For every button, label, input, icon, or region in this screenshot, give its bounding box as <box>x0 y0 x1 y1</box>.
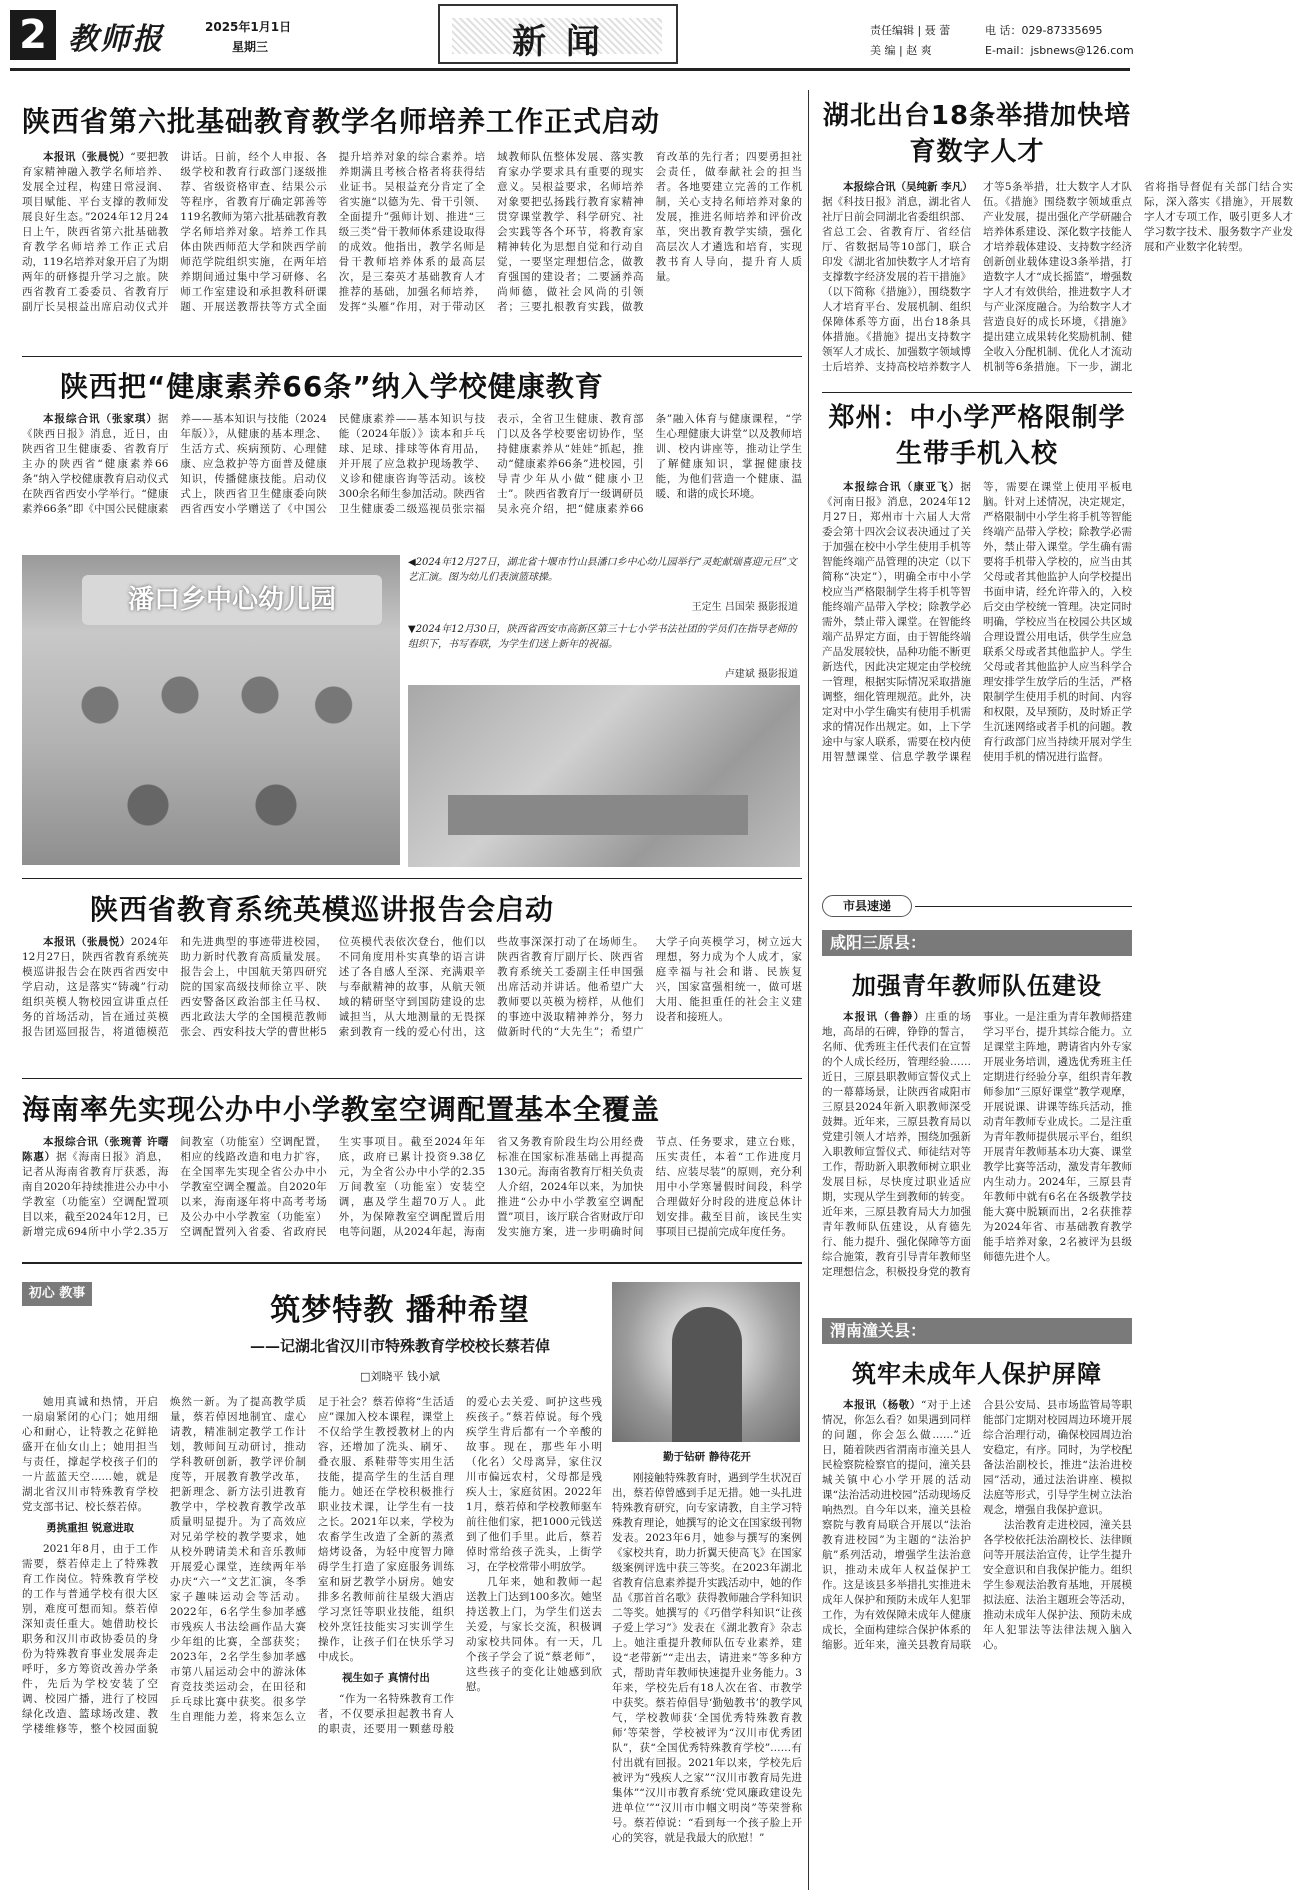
rule-a4 <box>22 1262 802 1264</box>
article-a3-body <box>22 935 802 1070</box>
section-title: 新 闻 <box>512 22 604 62</box>
headline-a1: 陕西省第六批基础教育教学名师培养工作正式启动 <box>22 105 661 138</box>
rule-right1 <box>822 392 1132 393</box>
article-a4-body <box>22 1135 802 1257</box>
county-title-1: 加强青年教师队伍建设 <box>852 972 1102 1000</box>
county-body-2 <box>822 1398 1132 1888</box>
phone-info: 电 话：029-87335695 <box>985 24 1103 37</box>
county-place-1: 咸阳三原县： <box>822 930 1132 956</box>
caption-left-photo: ◀2024年12月27日，湖北省十堰市竹山县潘口乡中心幼儿园举行“灵蛇献瑞喜迎元旦”文艺汇演。图为幼儿们表演篮球操。 <box>408 557 797 583</box>
column-divider <box>808 90 809 1890</box>
byline-right2: 本报综合讯（康亚飞） <box>843 481 961 493</box>
page-number: 2 <box>10 10 56 60</box>
issue-date: 2025年1月1日 <box>205 20 292 34</box>
masthead-rule <box>10 68 1130 71</box>
photo-banner: 潘口乡中心幼儿园 <box>82 575 382 625</box>
article-a1-text: “要把教育家精神融入教学名师培养、发展全过程，构建日常浸润、项目赋能、平台支撑的教师发展良好生态。”2024年12月24日上午，陕西省第六批基础教育教学名师培养工作正式启动，119名培养对象开启了为期两年的研修提升学习之旅。陕西省教育工委委员、省教育厅副厅长吴根益出席启动仪式并讲话。日前，经个人申报、各级学校和教育行政部门逐级推荐、省级资格审查、结果公示等程序，省教育厅确定郭善等119名教师为第六批基础教育教学名师培养对象。培养工作具体由陕西师范大学和陕西学前师范学院组织实施，在两年培养期间通过集中学习研修、名师工作室建设和承担教科研课题、开展送教帮扶等方式全面提升培养对象的综合素养。培养期满且考核合格者将获得结业证书。吴根益充分肯定了全省实施“以德为先、骨干引领、全面提升”强师计划、推进“三级三类”骨干教师体系建设取得的成效。他指出，教学名师是骨干教师培养体系的最高层次，是三秦英才基础教育人才推荐的基础，加强名师培养，发挥“头雁”作用，对于带动区域教师队伍整体发展、落实教育家办学要求具有重要的现实意义。吴根益要求，名师培养对象要把弘扬践行教育家精神贯穿课堂教学、科学研究、社会实践等各个环节，将教育家精神转化为思想自觉和行动自觉，一要坚定理想信念，做教育强国的建设者；二要涵养高尚师德，做社会风尚的引领者；三要扎根教育实践，做教育改革的先行者；四要勇担社会责任，做奉献社会的担当者。各地要建立完善的工作机制，关心支持名师培养对象的发展，推进名师培养和评价改革，突出教育教学实绩，强化高层次人才遴选和培育，实现教书育人导向，提升育人质量。 <box>22 151 802 313</box>
county-label: 市县速递 <box>822 895 912 917</box>
byline-a3: 本报讯（张晨悦） <box>43 936 131 948</box>
paper-logo: 教师报 <box>68 22 164 57</box>
feature-heading-1: 勇挑重担 锐意进取 <box>46 1522 134 1534</box>
article-right2-text: 据《河南日报》消息，2024年12月27日，郑州市十六届人大常委会第十四次会议表决通过了关于加强在校中小学生使用手机等智能终端产品管理的决定（以下简称“决定”），明确全市中小学校应当严格限制学生将手机等智能终端产品带入学校；除教学必需外，禁止带入课堂。在智能终端产品界定方面，由于智能终端产品发展较快，品种功能不断更新迭代，因此决定规定由学校统一管理，根据实际情况采取措施调整，细化管理规范。此外，决定对中小学生确实有使用手机需求的情况作出规定。如，上下学途中与家人联系，需要在校内使用智慧课堂、信息学教学课程等，需要在课堂上使用平板电脑。针对上述情况，决定规定，严格限制中小学生将手机等智能终端产品带入学校；除教学必需外，禁止带入课堂。学生确有需要将手机带入学校的，应当由其父母或者其他监护人向学校提出书面申请，经允许带入的，入校后交由学校统一管理。决定同时明确，学校应当在校园公共区域合理设置公用电话，供学生应急联系父母或者其他监护人。学生父母或者其他监护人应当科学合理安排学生放学后的生活，严格限制学生使用手机的时间、内容和权限，及早预防，及时矫正学生沉迷网络或者手机的问题。教育行政部门应当持续开展对学生使用手机的情况进行监督。 <box>822 481 1132 763</box>
feature-body-col1 <box>22 1395 602 1890</box>
byline-a1: 本报讯（张晨悦） <box>43 151 131 163</box>
column-tag: 初心 教事 <box>22 1282 92 1306</box>
feature-authors: □刘晓平 钱小斌 <box>360 1370 440 1383</box>
county-text-2b: 法治教育走进校园，潼关县各学校依托法治副校长、法律顾问等开展法治宣传，让学生提升安全意识和自我保护能力。组织学生参观法治教育基地，开展模拟法庭、法治主题班会等活动，推动未成年人保护法、预防未成年人犯罪法等法律法规入脑入心。 <box>983 1519 1132 1651</box>
byline-a4: 本报综合讯（张琬菁 许曙陈惠） <box>22 1136 169 1163</box>
feature-section-2: “作为一名特殊教育工作者，不仅要承担起教书育人的职责，还要用一颗慈母般的爱心去关爱、呵护这些残疾孩子。”蔡若倬说。每个残疾学生背后都有一个辛酸的故事。现在，那些年小明（化名）父母离异，家住汉川市偏远农村，父母都是残疾人士，家庭贫困。2022年1月，蔡若倬和学校教师驱车前往他们家，把1000元钱送到了他们手里。此后，蔡若倬时常给孩子洗头，上街学习，在学校常带小明放学。 <box>318 1396 602 1735</box>
credit-left-photo: 王定生 吕国荣 摄影报道 <box>691 602 798 613</box>
credit-right-photo: 卢建斌 摄影报道 <box>724 669 798 680</box>
byline-right1: 本报综合讯（吴纯新 李凡） <box>843 181 973 193</box>
feature-lead: 她用真诚和热情，开启一扇扇紧闭的心门；她用细心和耐心，让特教之花鲜艳盛开在仙女山上；她用担当与责任，撑起学校孩子们的一片蓝蓝天空……她，就是湖北省汉川市特殊教育学校党支部书记、校长蔡若倬。 <box>22 1396 158 1513</box>
county-text-1: 庄重的场地，高昂的石碑，铮铮的誓言，名师、优秀班主任代表们在宣誓的个人成长经历，管理经验……近日，三原县职教师宣誓仪式上的一幕幕场景，让陕西省咸阳市三原县2024年新入职教师深受鼓舞。近年来，三原县教育局以党建引领人才培养，围绕加强新入职教师宣誓仪式、师徒结对等工作，帮助新入职教师树立职业发展目标，尽快度过职业适应期，实现从学生到教师的转变。近年来，三原县教育局大力加强青年教师队伍建设，从育德先行、能力提升、强化保障等方面综合施策，教育引导青年教师坚定理想信念，积极投身党的教育事业。一是注重为青年教师搭建学习平台，提升其综合能力。立足课堂主阵地，聘请省内外专家开展业务培训，遴选优秀班主任定期进行经验分享，组织青年教师参加“三原好课堂”教学观摩，开展说课、讲课等练兵活动，推动青年教师专业成长。二是注重为青年教师提供展示平台，组织开展青年教师基本功大赛、课堂教学比赛等活动，激发青年教师内生动力。2024年，三原县青年教师中就有6名在各级教学技能大赛中脱颖而出，2名获推荐为2024年省、市基础教育教学能手培养对象，2名被评为县级师德先进个人。 <box>822 1011 1132 1278</box>
byline-a2: 本报综合讯（张家琪） <box>43 413 158 425</box>
county-text-2: “对于上述情况，你怎么看？如果遇到同样的问题，你会怎么做……”近日，随着陕西省渭南市潼关县人民检察院检察官的提问，潼关县城关镇中心小学开展的活动课“法治活动进校园”活动现场反响热烈。自今年以来，潼关县检察院与教育局联合开展以“法治教育进校园”为主题的“法治护航”系列活动，增强学生法治意识，推动未成年人权益保护工作。这是该县多举措扎实推进未成年人保护和预防未成年人犯罪工作，为有效保障未成年人健康成长，全面构建综合保护体系的缩影。近年来，潼关县教育局联合县公安局、县市场监管局等职能部门定期对校园周边环境开展综合治理行动，确保校园周边治安稳定，有序。同时，为学校配备法治副校长，推进“法治进校园”活动，通过法治讲座、模拟法庭等形式，引导学生树立法治观念，增强自我保护意识。 <box>822 1399 1132 1651</box>
feature-subtitle: ——记湖北省汉川市特殊教育学校校长蔡若倬 <box>249 1337 550 1355</box>
county-title-2: 筑牢未成年人保护屏障 <box>852 1360 1102 1388</box>
feature-heading-2: 视生如子 真情付出 <box>342 1672 430 1684</box>
feature-section-1: 2021年8月，由于工作需要，蔡若倬走上了特殊教育工作岗位。特殊教育学校的工作与普通学校有很大区别，难度可想而知。蔡若倬深知责任重大。她借助校长职务和汉川市政协委员的身份为特殊教育事业发展奔走呼吁，多方筹资改善办学条件，先后为学校安装了空调、校园广播，进行了校园绿化改造、篮球场改建、教学楼维修等，整个校园面貌焕然一新。为了提高教学质量，蔡若倬因地制宜、虚心请教，精准制定教学工作计划，教师间互动研讨，推动学科教研创新，教学评价制度等，开展教育教学改革，把新理念、新方法引进教育教学中，学校教育教学改革质量明显提升。为了高效应对兄弟学校的教学要求，她从校外聘请美术和音乐教师开展爱心课堂，连续两年举办庆“六一”文艺汇演，冬季家子趣味运动会等活动。2022年，6名学生参加孝感市残疾人书法绘画作品大赛少年组的比赛，全部获奖；2023年，2名学生参加孝感市第八届运动会中的游泳体育竞技类运动会，在田径和乒乓球比赛中获奖。很多学生自理能力差，将来怎么立足于社会？蔡若倬将“生活适应”课加入校本课程，课堂上不仅给学生教授教材上的内容，还增加了洗头、刷牙、叠衣服、系鞋带等实用生活技能，提高学生的生活自理能力。她还在学校积极推行职业技术课，让学生有一技之长。2021年以来，学校为农畜学生改造了全新的蒸煮焙烤设备，为轻中度智力障碍学生打造了家庭服务训练室和厨艺教学小厨房。她安排多名教师前往星级大酒店学习烹饪等职业技能，组织校外烹饪技能实习实训学生操作，让孩子们在快乐学习中成长。 <box>22 1396 454 1735</box>
headline-a3: 陕西省教育系统英模巡讲报告会启动 <box>90 893 555 926</box>
art-info: 美 编 | 赵 爽 <box>870 44 932 57</box>
portrait-figure <box>672 1307 742 1442</box>
article-right2-body <box>822 480 1132 880</box>
photo-children <box>52 645 372 845</box>
feature-body-col2 <box>612 1450 802 1890</box>
county-rule <box>915 906 1132 907</box>
county-body-1 <box>822 1010 1132 1305</box>
headline-right1: 湖北出台18条举措加快培育数字人才 <box>822 101 1132 167</box>
feature-section-3: 刚接触特殊教育时，遇到学生状况百出，蔡若倬曾感到手足无措。她一头扎进特殊教育研究，向专家请教，自主学习特殊教育理论，她撰写的论文在国家级刊物发表。2023年6月，她参与撰写的案例《家校共育，助力折翼天使高飞》在国家级案例评选中获三等奖。在2023年湖北省教育信息素养提升实践活动中，她的作品《那首首名歌》获得教师融合学科知识二等奖。她撰写的《巧借学科知识“让孩子爱上学习”》发表在《湖北教育》杂志上。她注重提升教师队伍专业素养，建设“老带新”“走出去，请进来”等多种方式，帮助青年教师快速提升业务能力。3年来，学校先后有18人次在省、市教学中获奖。蔡若倬倡导‘勤勉教书’的教学风气，学校教师获‘全国优秀特殊教育教师’等荣誉，学校被评为“汉川市优秀团队”，获“全国优秀特殊教育学校”……有付出就有回报。2021年以来，学校先后被评为“残疾人之家”“汉川市教育局先进集体”“汉川市教育系统‘党风廉政建设先进单位’”“汉川市巾帼文明岗”等荣誉称号。蔡若倬说：“看到每一个孩子脸上开心的笑容，就是我最大的欣慰！” <box>612 1472 802 1844</box>
byline-county-2: 本报讯（杨敬） <box>843 1399 922 1411</box>
feature-title: 筑梦特教 播种希望 <box>270 1293 530 1328</box>
rule-photos <box>22 878 802 879</box>
masthead <box>0 0 1140 68</box>
rule-a1 <box>22 356 802 357</box>
article-right1-text: 据《科技日报》消息，湖北省人社厅日前会同湖北省委组织部、省总工会、省教育厅、省经信厅、省数据局等10部门，联合印发《湖北省加快数字人才培育支撑数字经济发展的若干措施》（以下简称《措施》），围绕数字人才培育平台、发展机制、组织保障体系等方面，出台18条具体措施。《措施》提出支持数字领军人才成长、加强数字领域博士后培养、支持高校培养数字人才等5条举措，壮大数字人才队伍。《措施》围绕数字领域重点产业发展，提出强化产学研融合培养体系建设、深化数字技能人才培养载体建设、支持数字经济创新创业载体建设3条举措，打造数字人才“成长摇篮”，增强数字人才有效供给，推进数字人才与产业深度融合。为给数字人才营造良好的成长环境，《措施》提出建立成果转化奖励机制、健全收入分配机制、优化人才流动机制等6条措施。下一步，湖北省将指导督促有关部门结合实际，深入落实《措施》，开展数字人才专项工作，吸引更多人才学习数字技术、服务数字产业发展和产业数字化转型。 <box>822 181 1293 373</box>
photo-scroll <box>448 795 748 835</box>
feature-section-2b: 几年来，她和教师一起送教上门达到100多次。她坚持送教上门，为学生们送去关爱，与家长交流，积极调动家校共同体。有一天，几个孩子学会了说“蔡老师”，这些孩子的变化让她感到欣慰。 <box>466 1576 602 1693</box>
article-a3-text: 2024年12月27日，陕西省教育系统英模巡讲报告会在陕西省西安中学启动，这是落实“铸魂”行动组织英模人物校园宣讲重点任务的首场活动，旨在通过英模报告团巡回报告，将道德模范和先进典型的事迹带进校园，助力新时代教育高质量发展。报告会上，中国航天第四研究院的国家高级技师徐立平、陕西安警备区政治部主任马权、西北政法大学的全国模范教师张会、西安科技大学的曹世彬5位英模代表依次登台，他们以不同角度用朴实真挚的语言讲述了各自感人至深、充满艰辛与奉献精神的故事，从航天领域的精研坚守到国防建设的忠诚担当，从大地测量的无畏探索到教育一线的爱心付出，这些故事深深打动了在场师生。陕西省教育厅副厅长、陕西省教育系统关工委副主任申国强出席活动并讲话。他希望广大教师要以英模为榜样，从他们的事迹中汲取精神养分，努力做新时代的“大先生”；希望广大学子向英模学习，树立远大理想，努力成为个人成才，家庭幸福与社会和谐、民族复兴，国家富强相统一，做可堪大用、能担重任的社会主义建设者和接班人。 <box>22 936 802 1038</box>
article-a4-text: 据《海南日报》消息，记者从海南省教育厅获悉，海南自2020年持续推进公办中小学教室（功能室）空调配置项目以来，截至2024年12月，已新增完成694所中小学2.35万间教室（功能室）空调配置，相应的线路改造和电力扩容，在全国率先实现全省公办中小学教室空调全覆盖。自2020年以来，海南逐年将中高考考场及公办中小学教室（功能室）空调配置列入省委、省政府民生实事项目。截至2024年年底，政府已累计投资9.38亿元，为全省公办中小学的2.35万间教室（功能室）安装空调，惠及学生超70万人。此外，为保障教室空调配置后用电等问题，从2024年起，海南省又务教育阶段生均公用经费标准在国家标准基础上再提高130元。海南省教育厅相关负责人介绍，2024年以来，为加快推进“公办中小学教室空调配置”项目，该厅联合省财政厅印发实施方案，进一步明确时间节点、任务要求，建立台账，压实责任，本着“工作进度月结、应装尽装”的原则，充分利用中小学寒暑假时间段，科学合理做好分时段的进度总体计划安排。截至目前，该民生实事项目已提前完成年度任务。 <box>22 1136 802 1238</box>
rule-a3 <box>22 1078 802 1079</box>
photo-calligraphy <box>408 685 800 867</box>
portrait-photo <box>612 1282 800 1442</box>
article-right1-body <box>822 180 1293 385</box>
article-a2-body <box>22 412 802 542</box>
section-banner <box>438 4 678 64</box>
county-place-2: 渭南潼关县： <box>822 1318 1132 1344</box>
editor-info: 责任编辑 | 聂 蕾 <box>870 24 951 37</box>
article-a1-body <box>22 150 802 350</box>
headline-right2: 郑州：中小学严格限制学生带手机入校 <box>828 403 1126 469</box>
caption-right-photo: ▼2024年12月30日，陕西省西安市高新区第三十七小学书法社团的学员们在指导老师的组织下，书写春联，为学生们送上新年的祝福。 <box>408 624 797 650</box>
photo-kindergarten <box>22 555 400 865</box>
headline-a2: 陕西把“健康素养66条”纳入学校健康教育 <box>60 370 604 403</box>
email-info: E-mail：jsbnews@126.com <box>985 44 1134 57</box>
headline-a4: 海南率先实现公办中小学教室空调配置基本全覆盖 <box>22 1093 661 1126</box>
byline-county-1: 本报讯（鲁静） <box>843 1011 926 1023</box>
issue-weekday: 星期三 <box>232 40 269 54</box>
feature-heading-3: 勤于钻研 静待花开 <box>663 1451 751 1463</box>
article-a2-text: 据《陕西日报》消息，近日，由陕西省卫生健康委、省教育厅主办的陕西省“健康素养66条”纳入学校健康教育启动仪式在陕西省西安小学举行。“健康素养66条”即《中国公民健康素养——基本知识与技能（2024年版）》，从健康的基本理念、生活方式、疾病预防、心理健康、应急救护等方面普及健康知识，传播健康技能。启动仪式上，陕西省卫生健康委向陕西省西安小学赠送了《中国公民健康素养——基本知识与技能（2024年版）》读本和乒乓球、足球、排球等体育用品，并开展了应急救护现场教学、义诊和健康咨询等活动。该校300余名师生参加活动。陕西省卫生健康委二级巡视员张宗福表示，全省卫生健康、教育部门以及各学校要密切协作，坚持健康素养从“娃娃”抓起，推动“健康素养66条”进校园，引导青少年从小做“健康小卫士”。陕西省教育厅一级调研员吴永亮介绍，把“健康素养66条”融入体育与健康课程，“学生心理健康大讲堂”以及教师培训、校内讲座等，推动让学生了解健康知识，掌握健康技能，为他们营造一个健康、温暖、和谐的成长环境。 <box>22 413 802 515</box>
